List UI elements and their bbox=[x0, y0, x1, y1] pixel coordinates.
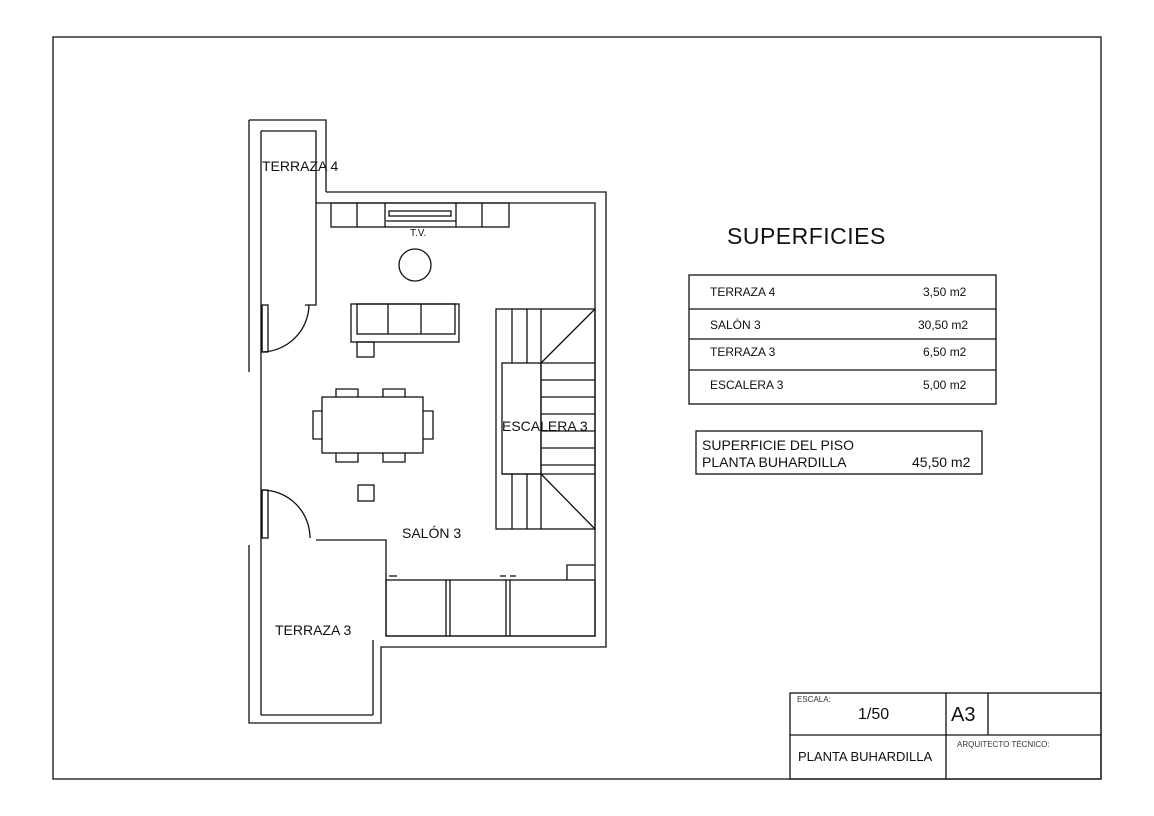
door-terraza-4 bbox=[262, 305, 309, 352]
total-label-line2: PLANTA BUHARDILLA bbox=[702, 454, 847, 470]
scale-value: 1/50 bbox=[858, 706, 890, 723]
row-name: ESCALERA 3 bbox=[710, 378, 784, 392]
round-table bbox=[399, 249, 431, 281]
sheet-border bbox=[53, 37, 1101, 779]
row-name: TERRAZA 3 bbox=[710, 345, 776, 359]
page-title: SUPERFICIES bbox=[727, 223, 886, 249]
row-name: SALÓN 3 bbox=[710, 318, 761, 332]
label-terraza-4: TERRAZA 4 bbox=[262, 158, 339, 174]
row-area: 6,50 m2 bbox=[923, 345, 967, 359]
row-area: 3,50 m2 bbox=[923, 285, 967, 299]
architect-label: ARQUITECTO TÉCNICO: bbox=[957, 740, 1050, 749]
tv-cabinet bbox=[331, 203, 509, 227]
row-name: TERRAZA 4 bbox=[710, 285, 776, 299]
label-tv: T.V. bbox=[410, 228, 427, 239]
total-label-line1: SUPERFICIE DEL PISO bbox=[702, 437, 854, 453]
total-value: 45,50 m2 bbox=[912, 454, 971, 470]
row-area: 5,00 m2 bbox=[923, 378, 967, 392]
label-terraza-3: TERRAZA 3 bbox=[275, 622, 352, 638]
salon-walls bbox=[249, 192, 606, 723]
label-escalera-3: ESCALERA 3 bbox=[502, 418, 588, 434]
plan-name: PLANTA BUHARDILLA bbox=[798, 749, 933, 764]
sheet-size: A3 bbox=[951, 704, 976, 726]
dining-set bbox=[313, 389, 433, 501]
kitchen-units bbox=[386, 565, 595, 636]
sofa bbox=[351, 304, 459, 357]
title-block-frame bbox=[790, 693, 1101, 779]
scale-label: ESCALA: bbox=[797, 695, 831, 704]
row-area: 30,50 m2 bbox=[918, 318, 969, 332]
label-salon-3: SALÓN 3 bbox=[402, 525, 462, 541]
door-terraza-3 bbox=[262, 490, 310, 538]
